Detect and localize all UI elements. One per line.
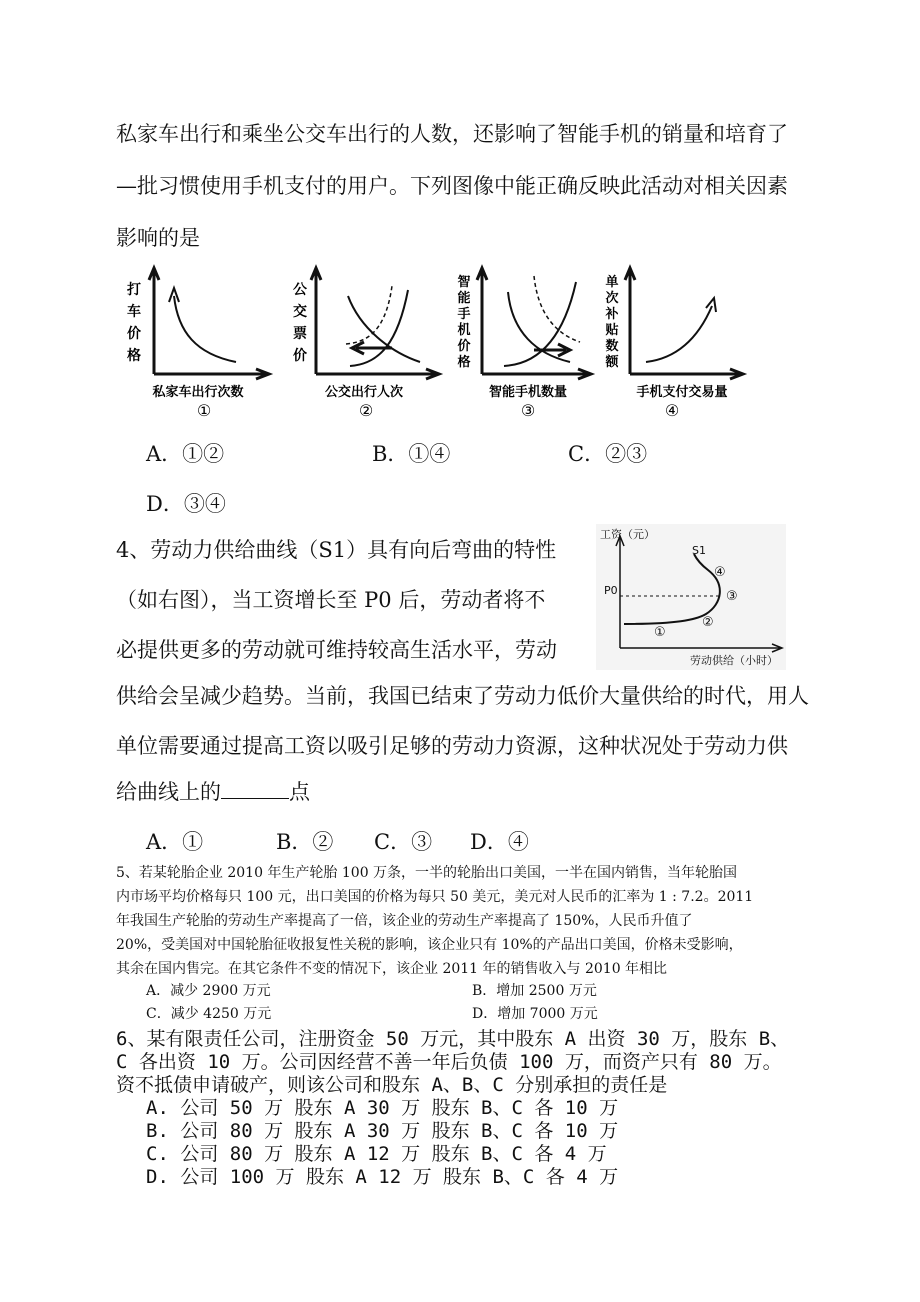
y-axis-label-char: 格	[457, 355, 471, 370]
q6-stem-line-2: C 各出资 10 万。公司因经营不善一年后负债 100 万，而资产只有 80 万。	[116, 1051, 782, 1073]
axes	[149, 268, 269, 379]
q5-option-c[interactable]: C．减少 4250 万元	[146, 1006, 272, 1022]
q3-graph-2	[290, 262, 450, 422]
q4-line-text: 给曲线上的	[116, 780, 221, 804]
y-axis-label-char: 价	[127, 326, 141, 342]
q5-option-b[interactable]: B．增加 2500 万元	[472, 983, 597, 999]
q4-option-d[interactable]: D．④	[470, 830, 529, 854]
q5-stem-line-5: 其余在国内售完。在其它条件不变的情况下，该企业 2011 年的销售收入与 2010 年相比	[116, 961, 668, 977]
q3-stem-line-1: 私家车出行和乘坐公交车出行的人数，还影响了智能手机的销量和培育了	[116, 122, 788, 146]
graph-number: ②	[358, 401, 374, 420]
y-axis-label-char: 打	[127, 282, 141, 298]
q3-option-c[interactable]: C．②③	[568, 442, 648, 466]
x-axis-label: 劳动供给（小时）	[690, 654, 778, 667]
q3-graph-4	[600, 262, 760, 422]
y-axis-label: 工资（元）	[600, 528, 655, 541]
y-axis-label-char: 车	[127, 304, 141, 320]
y-axis-label-char: 补	[605, 307, 619, 322]
axes	[625, 268, 743, 379]
point-3-label: ③	[726, 589, 738, 604]
q5-option-d[interactable]: D．增加 7000 万元	[472, 1006, 598, 1022]
y-axis-label-char: 数	[605, 339, 619, 354]
y-axis-label-char: 手	[457, 307, 471, 322]
q6-option-c[interactable]: C. 公司 80 万 股东 A 12 万 股东 B、C 各 4 万	[146, 1143, 607, 1165]
q4-stem-line-2: （如右图），当工资增长至 P0 后，劳动者将不	[116, 588, 546, 612]
q4-stem-line-4: 供给会呈减少趋势。当前，我国已结束了劳动力低价大量供给的时代，用人	[116, 684, 809, 708]
q5-stem-line-2: 内市场平均价格每只 100 元，出口美国的价格为每只 50 美元，美元对人民币的汇率为 1 : 7.2。2011	[116, 889, 754, 905]
q3-option-b[interactable]: B．①④	[372, 442, 451, 466]
x-axis-label: 手机支付交易量	[636, 385, 728, 400]
q4-stem-line-1: 4、劳动力供给曲线（S1）具有向后弯曲的特性	[116, 538, 557, 562]
axes	[477, 268, 591, 379]
y-axis-label-char: 机	[457, 323, 471, 338]
q3-stem-line-3: 影响的是	[116, 226, 200, 250]
point-4-label: ④	[714, 565, 726, 580]
graph-number: ①	[196, 401, 212, 420]
q4-option-b[interactable]: B．②	[276, 830, 334, 854]
graph-number: ③	[520, 401, 536, 420]
q4-option-c[interactable]: C．③	[374, 830, 433, 854]
y-axis-label-char: 交	[293, 304, 307, 320]
point-2-label: ②	[702, 615, 714, 630]
q3-option-d[interactable]: D．③④	[146, 492, 226, 516]
q6-stem-line-3: 资不抵债申请破产，则该公司和股东 A、B、C 分别承担的责任是	[116, 1074, 668, 1096]
y-axis-label-char: 额	[605, 355, 619, 370]
q5-stem-line-1: 5、若某轮胎企业 2010 年生产轮胎 100 万条，一半的轮胎出口美国，一半在国内销售，当年轮胎国	[116, 865, 738, 881]
y-axis-label-char: 智	[457, 275, 471, 290]
q6-option-a[interactable]: A. 公司 50 万 股东 A 30 万 股东 B、C 各 10 万	[146, 1097, 619, 1119]
q3-graph-3	[452, 262, 602, 422]
y-axis-label-char: 次	[605, 291, 619, 306]
shifted-curve-dashed	[346, 286, 392, 344]
y-axis-label-char: 能	[457, 291, 471, 306]
y-axis-label-char: 单	[605, 275, 619, 290]
x-axis-label: 私家车出行次数	[152, 385, 244, 400]
x-axis-label: 智能手机数量	[488, 385, 568, 400]
q4-option-a[interactable]: A．①	[146, 830, 204, 854]
growth-curve	[646, 306, 712, 362]
q3-option-a[interactable]: A．①②	[146, 442, 225, 466]
q4-stem-line-5: 单位需要通过提高工资以吸引足够的劳动力资源，这种状况处于劳动力供	[116, 734, 788, 758]
point-1-label: ①	[654, 625, 666, 640]
y-axis-label-char: 价	[293, 348, 307, 364]
q3-graph-1	[116, 262, 286, 422]
y-axis-label-char: 贴	[605, 323, 619, 338]
q4-line-suffix: 点	[289, 780, 310, 804]
q5-stem-line-3: 年我国生产轮胎的劳动生产率提高了一倍，该企业的劳动生产率提高了 150%，人民币升值了	[116, 913, 693, 929]
curve-label: S1	[692, 544, 706, 557]
x-axis-label: 公交出行人次	[324, 385, 404, 400]
q6-stem-line-1: 6、某有限责任公司，注册资金 50 万元，其中股东 A 出资 30 万，股东 B、	[116, 1028, 790, 1050]
y-axis-label-char: 票	[293, 326, 307, 342]
q3-stem-line-2: —批习惯使用手机支付的用户。下列图像中能正确反映此活动对相关因素	[116, 174, 788, 198]
answer-blank[interactable]	[221, 780, 289, 799]
q5-stem-line-4: 20%，受美国对中国轮胎征收报复性关税的影响，该企业只有 10%的产品出口美国，价格未受影响，	[116, 937, 743, 953]
q6-option-b[interactable]: B. 公司 80 万 股东 A 30 万 股东 B、C 各 10 万	[146, 1120, 619, 1142]
labor-supply-figure	[596, 524, 786, 670]
q6-option-d[interactable]: D. 公司 100 万 股东 A 12 万 股东 B、C 各 4 万	[146, 1166, 619, 1188]
q4-stem-line-3: 必提供更多的劳动就可维持较高生活水平，劳动	[116, 638, 557, 662]
demand-curve	[174, 296, 236, 362]
y-axis-label-char: 公	[293, 282, 307, 298]
graph-number: ④	[664, 401, 680, 420]
y-axis-label-char: 格	[127, 348, 141, 364]
q5-option-a[interactable]: A．减少 2900 万元	[146, 983, 271, 999]
p0-label: P0	[604, 584, 618, 597]
demand-curve	[350, 290, 408, 366]
y-axis-label-char: 价	[457, 339, 471, 354]
q4-stem-line-6	[116, 776, 310, 806]
